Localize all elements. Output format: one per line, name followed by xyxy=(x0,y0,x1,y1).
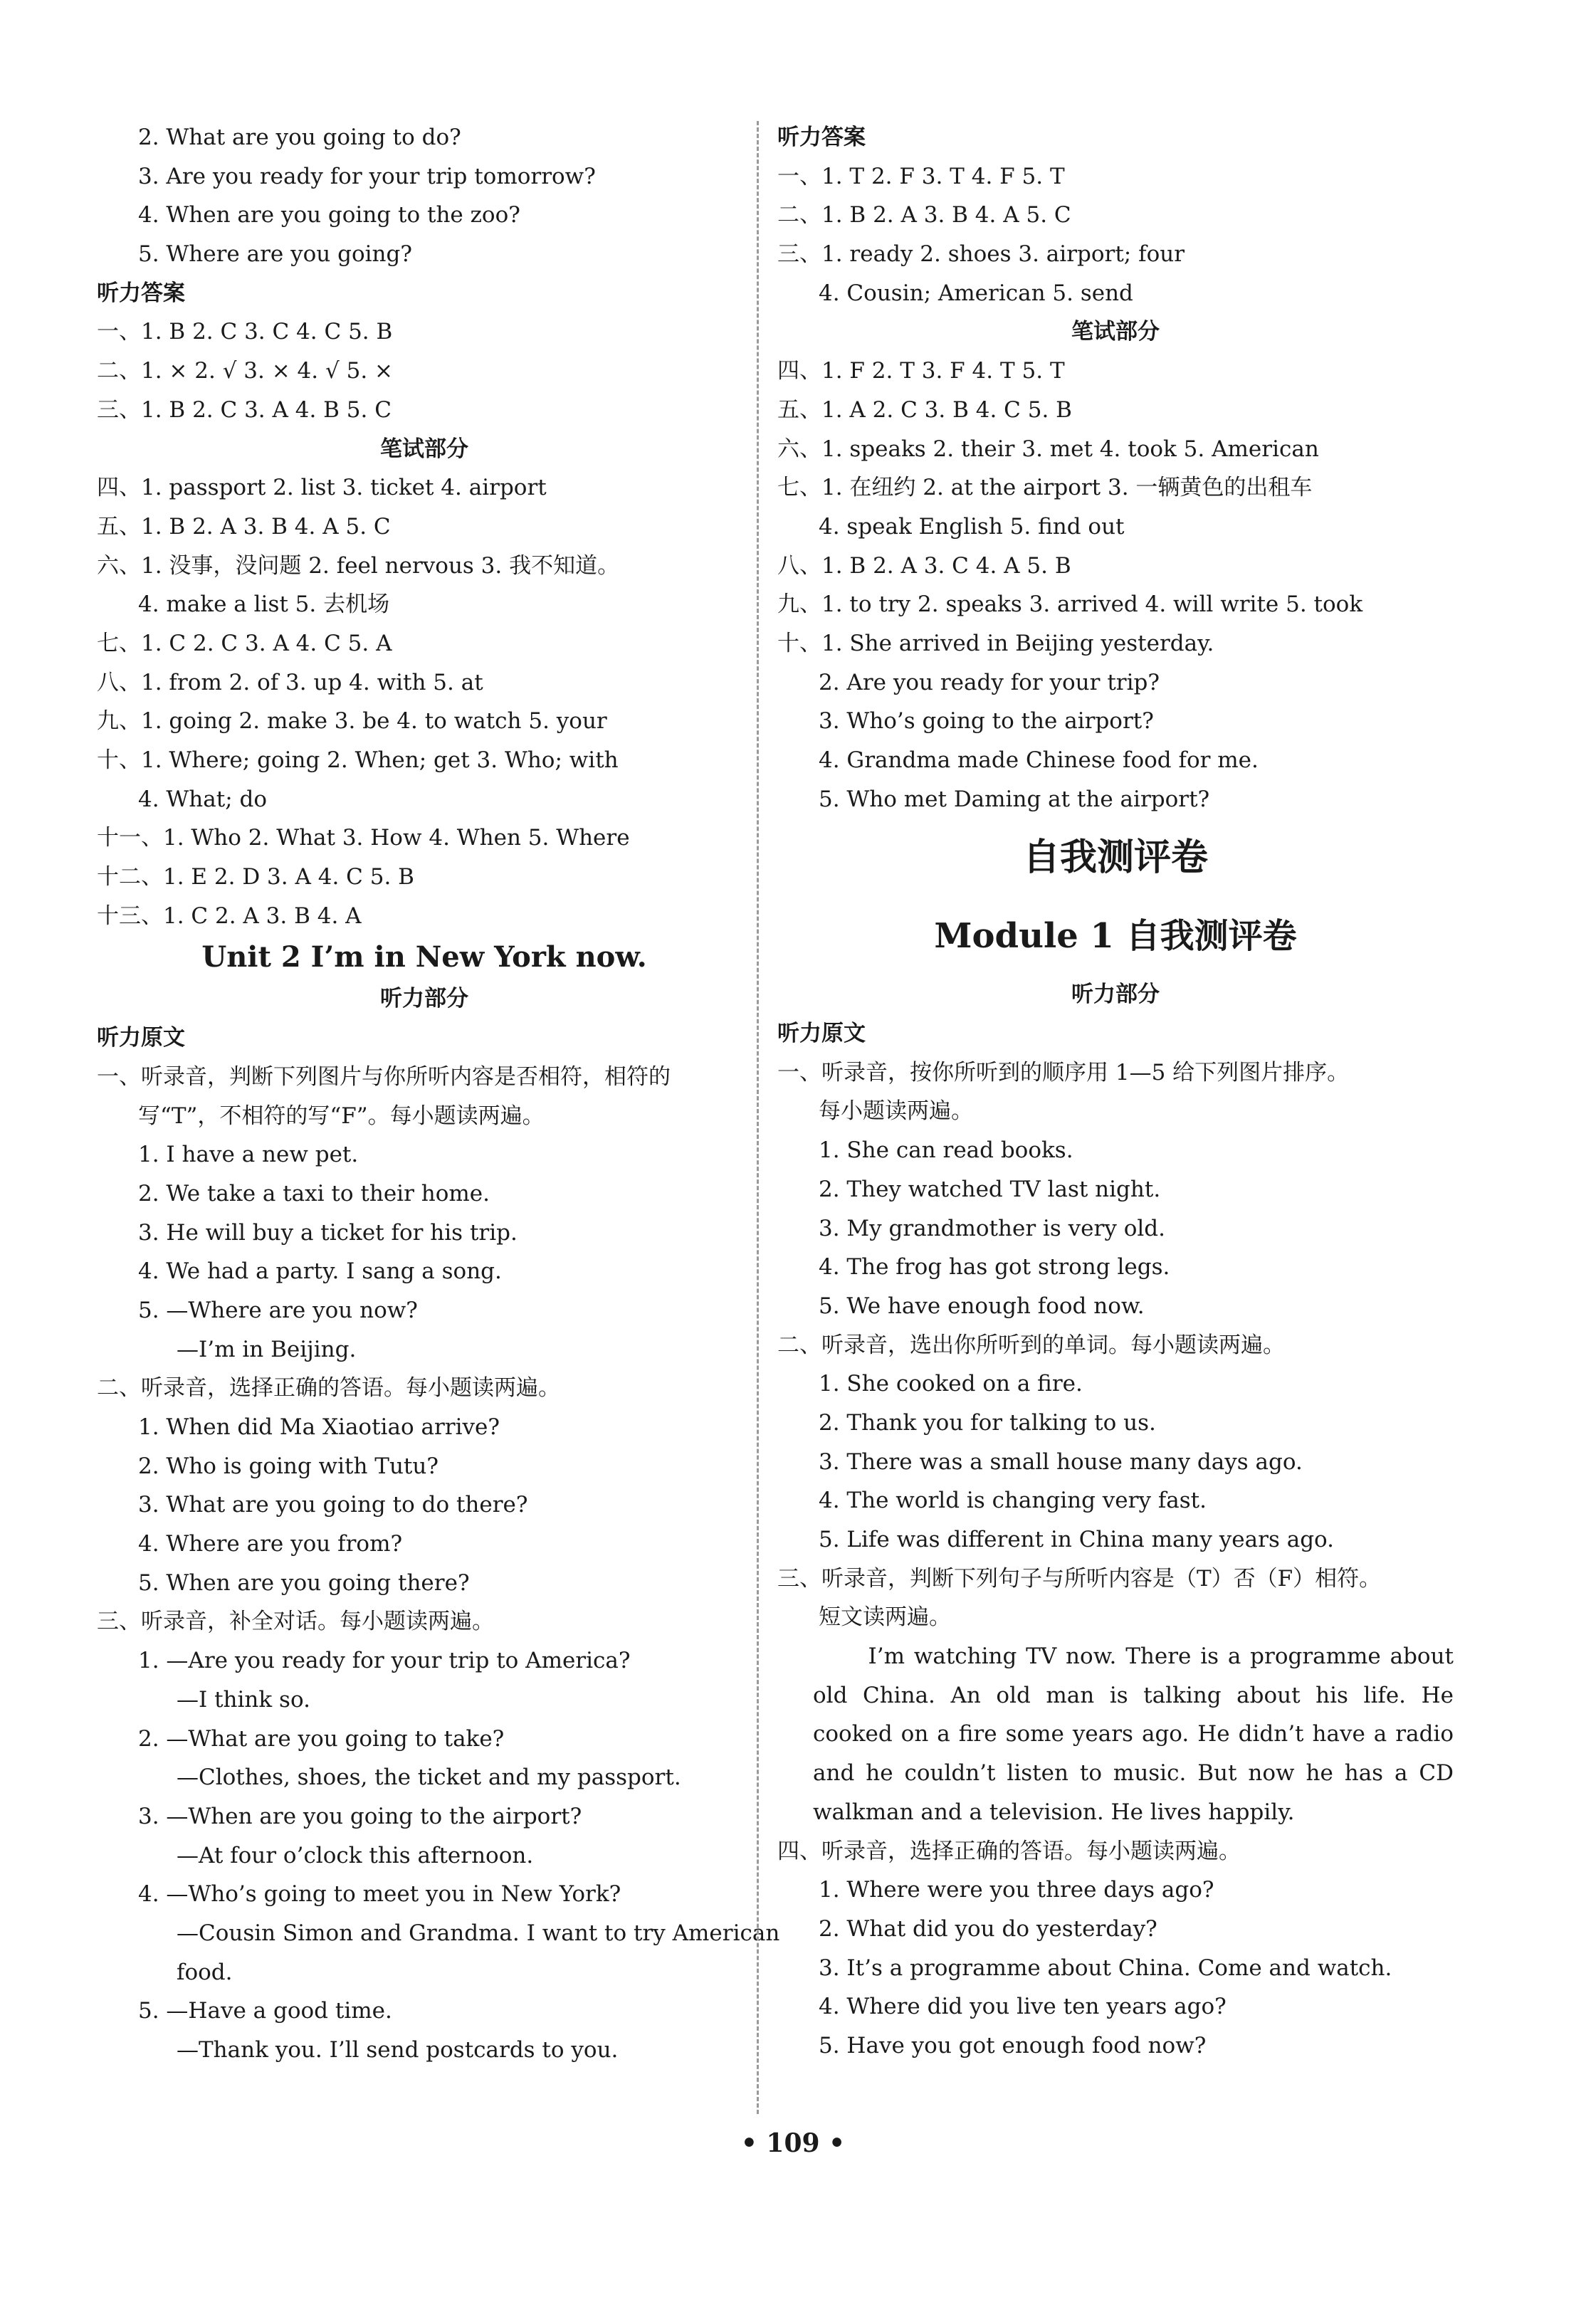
text-line: 5. Life was different in China many years ago. xyxy=(819,1527,1335,1552)
right-column-tail xyxy=(777,1832,1454,2066)
text-line: 4. Grandma made Chinese food for me. xyxy=(819,747,1259,773)
text-line: 4. We had a party. I sang a song. xyxy=(138,1258,502,1285)
column-divider xyxy=(757,121,759,2114)
text-line: 三、1. B 2. C 3. A 4. B 5. C xyxy=(97,396,392,423)
label-heading: 听力答案 xyxy=(97,280,185,306)
text-line: 2. They watched TV last night. xyxy=(819,1176,1161,1202)
text-line: 4. Where are you from? xyxy=(138,1531,403,1557)
text-line: 4. —Who’s going to meet you in New York? xyxy=(138,1881,621,1908)
text-line: 二、1. × 2. √ 3. × 4. √ 5. × xyxy=(97,358,394,384)
text-line: 5. We have enough food now. xyxy=(819,1293,1145,1319)
text-line: 八、1. from 2. of 3. up 4. with 5. at xyxy=(97,669,483,695)
text-line: 5. When are you going there? xyxy=(138,1570,470,1596)
text-line: 六、1. 没事，没问题 2. feel nervous 3. 我不知道。 xyxy=(97,552,620,579)
text-line: food. xyxy=(177,1959,233,1985)
text-line: 5. —Have a good time. xyxy=(138,1998,392,2024)
text-line: 5. —Where are you now? xyxy=(138,1297,418,1323)
text-line: 一、1. T 2. F 3. T 4. F 5. T xyxy=(777,163,1065,189)
text-line: 四、听录音，选择正确的答语。每小题读两遍。 xyxy=(777,1838,1241,1864)
text-line: 一、1. B 2. C 3. C 4. C 5. B xyxy=(97,319,393,345)
text-line: 5. Have you got enough food now? xyxy=(819,2033,1207,2059)
right-column-top xyxy=(777,118,1454,1637)
text-line: 十、1. Where; going 2. When; get 3. Who; with xyxy=(97,747,619,773)
listening-passage: I’m watching TV now. There is a programme about old China. An old man is talking about his life. He cooked on a fire some years ago. He didn’t have a radio and he couldn’t listen to music. But now he has a CD walkman and a television. He lives happily. xyxy=(813,1644,1454,1825)
text-line: 4. What; do xyxy=(138,786,268,812)
text-line: 四、1. F 2. T 3. F 4. T 5. T xyxy=(777,358,1065,384)
text-line: 4. When are you going to the zoo? xyxy=(138,202,520,228)
text-line: 十二、1. E 2. D 3. A 4. C 5. B xyxy=(97,864,414,890)
text-line: 四、1. passport 2. list 3. ticket 4. airport xyxy=(97,475,547,501)
text-line: 4. Cousin; American 5. send xyxy=(819,280,1133,306)
text-line: 一、听录音，判断下列图片与你所听内容是否相符，相符的 xyxy=(97,1063,671,1090)
text-line: 4. The frog has got strong legs. xyxy=(819,1254,1170,1281)
text-line: 二、听录音，选择正确的答语。每小题读两遍。 xyxy=(97,1375,560,1402)
left-column xyxy=(97,118,780,2070)
text-line: 三、听录音，补全对话。每小题读两遍。 xyxy=(97,1609,494,1635)
unit-heading: Unit 2 I’m in New York now. xyxy=(201,940,647,974)
text-line: 3. What are you going to do there? xyxy=(138,1492,528,1518)
text-line: 2. We take a taxi to their home. xyxy=(138,1180,490,1206)
text-line: 五、1. B 2. A 3. B 4. A 5. C xyxy=(97,513,391,540)
text-line: 二、听录音，选出你所听到的单词。每小题读两遍。 xyxy=(777,1332,1285,1358)
text-line: 4. speak English 5. find out xyxy=(819,513,1125,540)
text-line: —I’m in Beijing. xyxy=(177,1336,357,1362)
text-line: 二、1. B 2. A 3. B 4. A 5. C xyxy=(777,202,1071,228)
text-line: 每小题读两遍。 xyxy=(819,1098,973,1125)
text-line: 十三、1. C 2. A 3. B 4. A xyxy=(97,903,362,929)
text-line: 2. Are you ready for your trip? xyxy=(819,669,1160,695)
section-title: 自我测评卷 xyxy=(1022,836,1208,880)
text-line: 六、1. speaks 2. their 3. met 4. took 5. American xyxy=(777,436,1319,462)
text-line: 1. She cooked on a fire. xyxy=(819,1371,1083,1397)
text-line: 3. Who’s going to the airport? xyxy=(819,708,1154,735)
text-line: 2. —What are you going to take? xyxy=(138,1725,505,1752)
text-line: 2. Who is going with Tutu? xyxy=(138,1453,438,1479)
text-line: 短文读两遍。 xyxy=(819,1604,951,1631)
page-number: • 109 • xyxy=(740,2128,846,2158)
subsection-heading: 笔试部分 xyxy=(380,436,468,462)
text-line: 1. She can read books. xyxy=(819,1137,1073,1164)
text-line: 1. Where were you three days ago? xyxy=(819,1877,1214,1903)
text-line: 三、1. ready 2. shoes 3. airport; four xyxy=(777,241,1185,268)
subsection-heading: 笔试部分 xyxy=(1071,319,1160,345)
text-line: 4. make a list 5. 去机场 xyxy=(138,591,390,618)
text-line: 三、听录音，判断下列句子与所听内容是（T）否（F）相符。 xyxy=(777,1565,1382,1592)
text-line: 1. I have a new pet. xyxy=(138,1142,359,1168)
text-line: 5. Who met Daming at the airport? xyxy=(819,786,1210,812)
text-line: 3. —When are you going to the airport? xyxy=(138,1803,582,1829)
text-line: —Cousin Simon and Grandma. I want to try American xyxy=(177,1920,780,1946)
text-line: —I think so. xyxy=(177,1686,310,1713)
text-line: 2. Thank you for talking to us. xyxy=(819,1409,1156,1436)
text-line: 2. What did you do yesterday? xyxy=(819,1915,1157,1942)
text-line: 七、1. 在纽约 2. at the airport 3. 一辆黄色的出租车 xyxy=(777,475,1313,501)
text-line: 3. There was a small house many days ago. xyxy=(819,1448,1303,1475)
module-heading: Module 1 自我测评卷 xyxy=(934,916,1297,957)
text-line: 1. —Are you ready for your trip to America? xyxy=(138,1648,631,1674)
text-line: 五、1. A 2. C 3. B 4. C 5. B xyxy=(777,396,1072,423)
label-heading: 听力答案 xyxy=(777,125,866,150)
text-line: 1. When did Ma Xiaotiao arrive? xyxy=(138,1414,500,1440)
text-line: 一、听录音，按你所听到的顺序用 1—5 给下列图片排序。 xyxy=(777,1059,1350,1085)
text-line: 3. Are you ready for your trip tomorrow? xyxy=(138,163,596,189)
text-line: 3. He will buy a ticket for his trip. xyxy=(138,1219,518,1246)
right-column xyxy=(777,118,1454,2066)
text-line: —Clothes, shoes, the ticket and my passport. xyxy=(177,1765,681,1791)
subsection-heading: 听力部分 xyxy=(380,986,468,1012)
text-line: 3. It’s a programme about China. Come and watch. xyxy=(819,1955,1392,1981)
subsection-heading: 听力部分 xyxy=(1071,982,1160,1008)
text-line: 七、1. C 2. C 3. A 4. C 5. A xyxy=(97,630,392,656)
text-line: 八、1. B 2. A 3. C 4. A 5. B xyxy=(777,552,1071,579)
text-line: 九、1. going 2. make 3. be 4. to watch 5. your xyxy=(97,708,607,735)
label-heading: 听力原文 xyxy=(97,1025,185,1051)
label-heading: 听力原文 xyxy=(777,1021,866,1047)
text-line: 写“T”，不相符的写“F”。每小题读两遍。 xyxy=(138,1103,545,1129)
text-line: 5. Where are you going? xyxy=(138,241,412,268)
text-line: 九、1. to try 2. speaks 3. arrived 4. will write 5. took xyxy=(777,591,1363,618)
text-line: 十一、1. Who 2. What 3. How 4. When 5. Where xyxy=(97,825,630,851)
text-line: 十、1. She arrived in Beijing yesterday. xyxy=(777,630,1214,656)
text-line: 3. My grandmother is very old. xyxy=(819,1215,1165,1241)
text-line: 4. Where did you live ten years ago? xyxy=(819,1994,1227,2020)
text-line: —At four o’clock this afternoon. xyxy=(177,1842,534,1868)
text-line: 4. The world is changing very fast. xyxy=(819,1488,1207,1514)
text-line: 2. What are you going to do? xyxy=(138,125,461,150)
text-line: —Thank you. I’ll send postcards to you. xyxy=(177,2037,619,2063)
